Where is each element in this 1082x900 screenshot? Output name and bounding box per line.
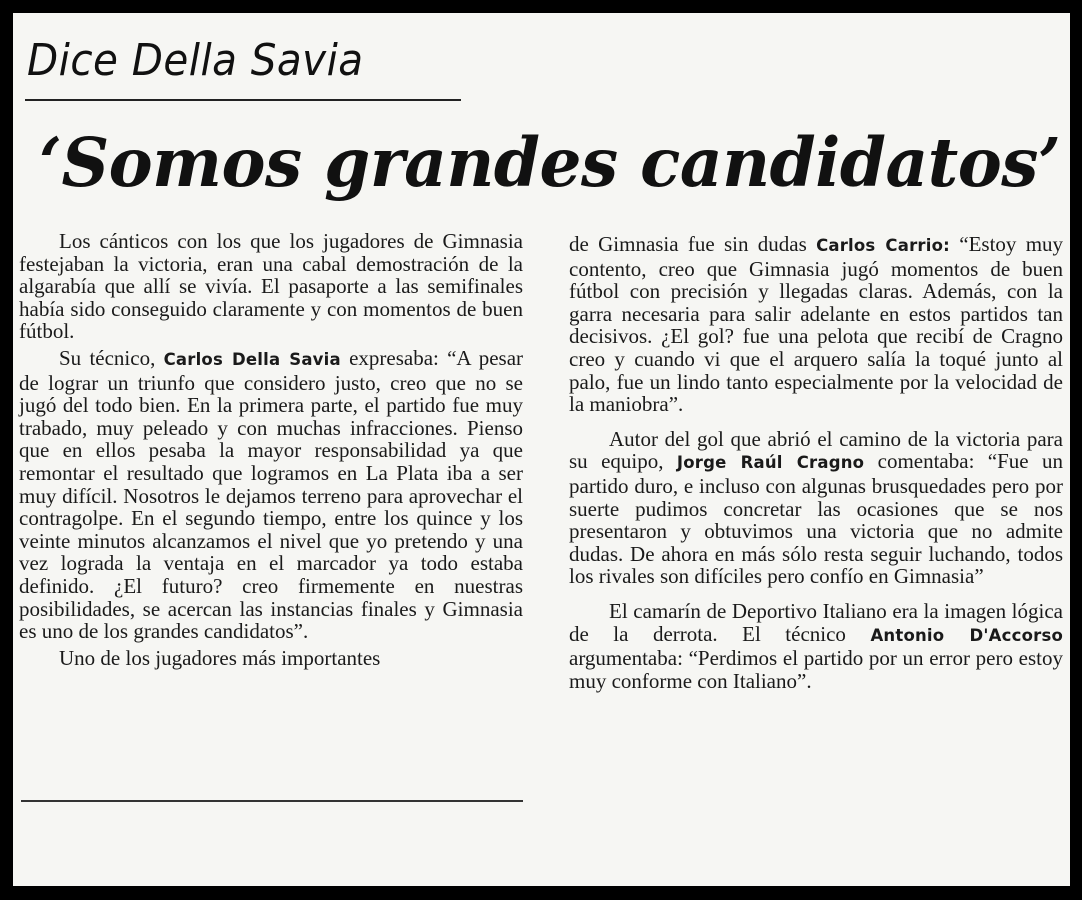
right-column bbox=[569, 233, 1063, 692]
right-paragraph-1-quote: “Estoy muy contento, creo que Gimnasia jugó momentos de buen fútbol con precisión y llegadas claras. Además, con la garra necesaria para salir adelante en estos partidos tan decisivos. ¿El gol? fue una pelota que recibí de Cragno creo y cuando vi que el arquero salía la toqué junto al palo, fue un lindo tanto especialmente por la velocidad de la maniobra”. bbox=[569, 232, 1064, 417]
left-paragraph-2-quote: expresaba: “A pesar de lograr un triunfo que considero justo, creo que no se jugó del todo bien. En la primera parte, el partido fue muy trabado, muy peleado y con muchas infracciones. Pienso que en ellos pesaba la mayor responsabilidad ya que remontar el resultado que logramos en La Plata iba a ser muy difícil. Nosotros le dejamos terreno para aprovechar el contragolpe. En el segundo tiempo, entre los quince y los veinte minutos alcanzamos el nivel que yo pretendo y una vez lograda la ventaja en el marcador ya todo estaba definido. ¿El futuro? creo firmemente en nuestras posibilidades, se acercan las instancias finales y Gimnasia es uno de los grandes candidatos”. bbox=[19, 345, 524, 644]
coach-name: Carlos Della Savia bbox=[163, 349, 341, 369]
right-paragraph-1 bbox=[569, 233, 1063, 416]
player-name-carrio: Carlos Carrio: bbox=[816, 236, 950, 255]
left-paragraph-1: Los cánticos con los que los jugadores de Gimnasia festejaban la victoria, eran una cabal demostración de la algarabía que allí se vivía. El pasaporte a las semifinales había sido conseguido claramente y con momentos de buen fútbol. bbox=[19, 229, 523, 344]
left-column bbox=[19, 230, 523, 669]
article-kicker: Dice Della Savia bbox=[27, 35, 364, 86]
right-paragraph-2-lead: Autor del gol que abrió el camino de la victoria para su equipo, bbox=[569, 426, 1063, 474]
left-paragraph-3: Uno de los jugadores más importantes bbox=[59, 645, 381, 670]
player-name-cragno: Jorge Raúl Cragno bbox=[676, 453, 865, 473]
right-paragraph-3-lead: El camarín de Deportivo Italiano era la imagen lógica de la derrota. El técnico bbox=[569, 598, 1063, 646]
pen-underline-mark bbox=[21, 800, 523, 802]
coach-name-daccorso: Antonio D'Accorso bbox=[870, 625, 1064, 645]
right-paragraph-1-lead: de Gimnasia fue sin dudas bbox=[569, 232, 807, 256]
right-paragraph-3 bbox=[569, 600, 1063, 692]
newspaper-clipping bbox=[13, 13, 1070, 886]
right-paragraph-2-quote: comentaba: “Fue un partido duro, e incluso con algunas brusquedades pero por suerte pudimos concretar las ocasiones que se nos presentaron y obtuvimos una victoria que no admite dudas. De ahora en más sólo resta seguir luchando, todos los rivales son difíciles pero confío en Gimnasia” bbox=[569, 449, 1064, 589]
right-paragraph-2 bbox=[569, 428, 1063, 588]
right-paragraph-3-quote: argumentaba: “Perdimos el partido por un error pero estoy muy conforme con Italiano”. bbox=[569, 646, 1063, 693]
left-paragraph-2-lead: Su técnico, bbox=[59, 345, 156, 370]
left-paragraph-2 bbox=[19, 347, 523, 643]
article-headline: ‘Somos grandes candidatos’ bbox=[39, 123, 1061, 202]
kicker-underline bbox=[25, 99, 461, 101]
